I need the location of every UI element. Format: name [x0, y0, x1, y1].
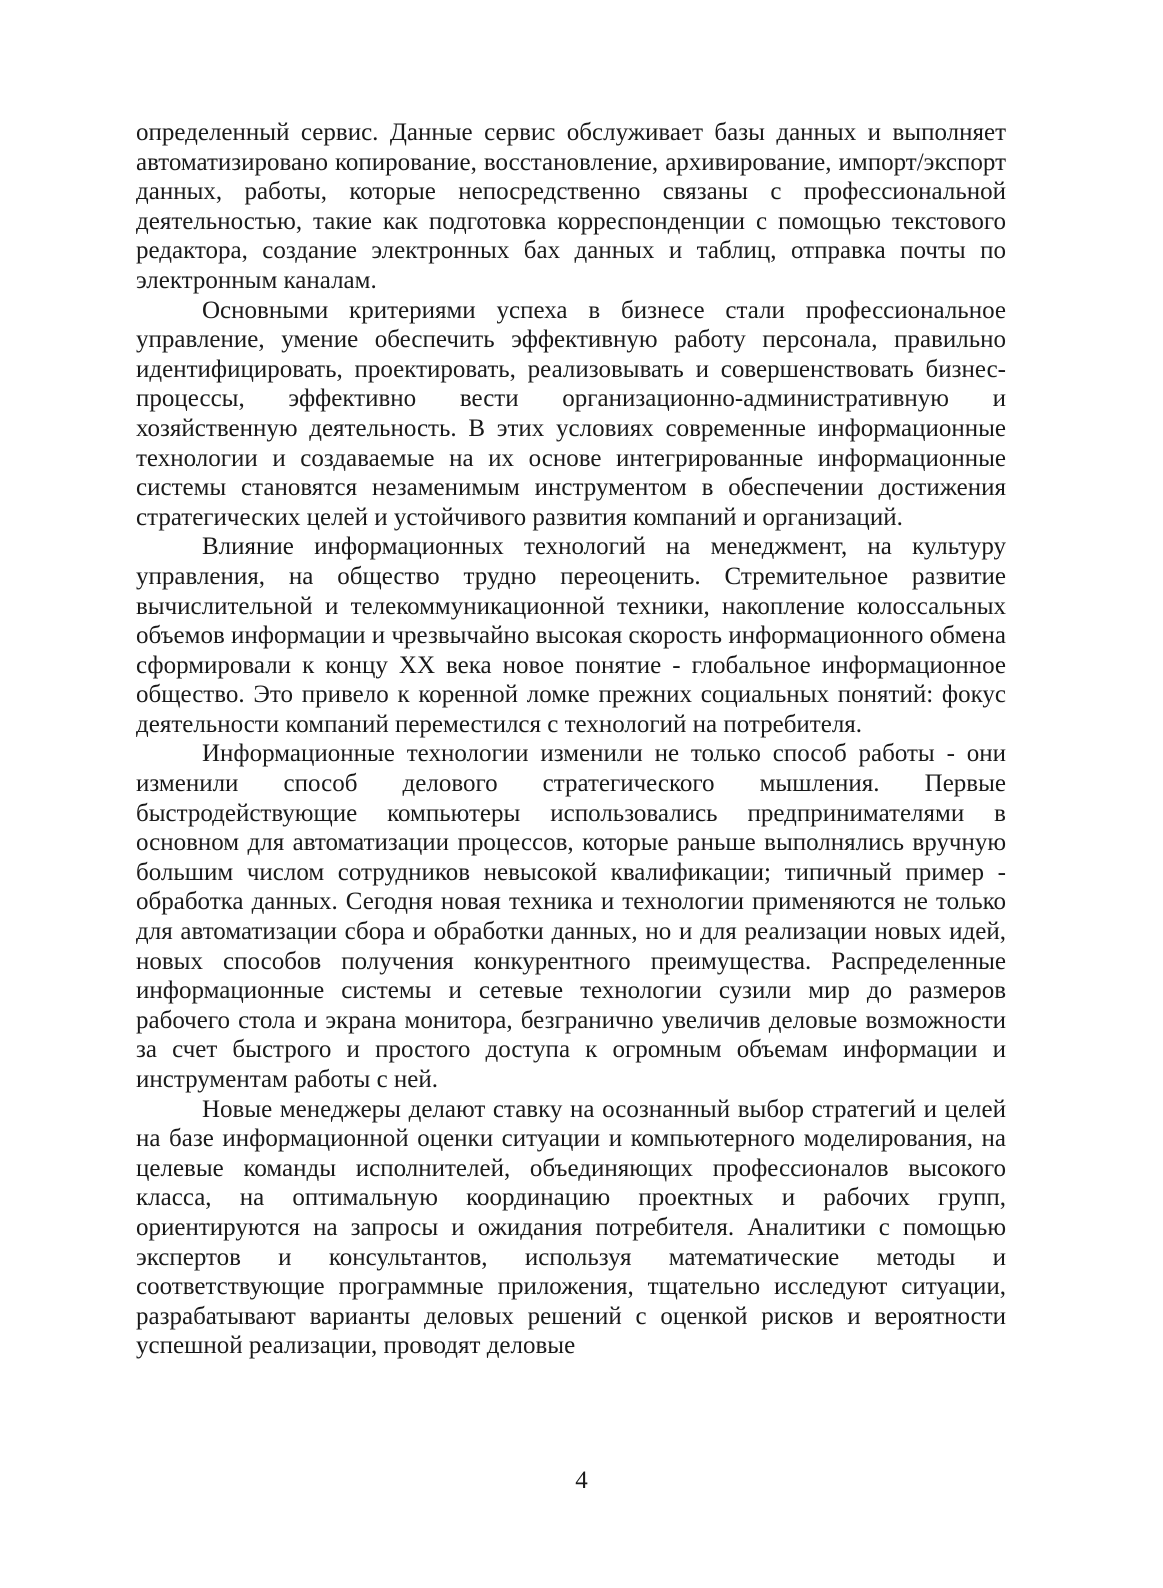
paragraph-success-criteria: Основными критериями успеха в бизнесе стали профессиональное управление, умение обеспечить эффективную работу персонала, правильно идентифицировать, проектировать, реализовывать и совершенствовать бизнес-процессы, эффективно вести организационно-административную и хозяйственную деятельность. В этих условиях современные информационные технологии и создаваемые на их основе интегрированные информационные системы становятся незаменимым инструментом в обеспечении достижения стратегических целей и устойчивого развития компаний и организаций.	[136, 296, 1006, 531]
paragraph-continuation: определенный сервис. Данные сервис обслуживает базы данных и выполняет автоматизировано копирование, восстановление, архивирование, импорт/экспорт данных, работы, которые непосредственно связаны с профессиональной деятельностью, такие как подготовка корреспонденции с помощью текстового редактора, создание электронных бах данных и таблиц, отправка почты по электронным каналам.	[136, 119, 1006, 294]
paragraph-new-managers: Новые менеджеры делают ставку на осознанный выбор стратегий и целей на базе информационной оценки ситуации и компьютерного моделирования, на целевые команды исполнителей, объединяющих профессионалов высокого класса, на оптимальную координацию проектных и рабочих групп, ориентируются на запросы и ожидания потребителя. Аналитики с помощью экспертов и консультантов, используя математические методы и соответствующие программные приложения, тщательно исследуют ситуации, разрабатывают варианты деловых решений с оценкой рисков и вероятности успешной реализации, проводят деловые	[136, 1095, 1006, 1360]
paragraph-strategic-thinking: Информационные технологии изменили не только способ работы - они изменили способ делового стратегического мышления. Первые быстродействующие компьютеры использовались предпринимателями в основном для автоматизации процессов, которые раньше выполнялись вручную большим числом сотрудников невысокой квалификации; типичный пример - обработка данных. Сегодня новая техника и технологии применяются не только для автоматизации сбора и обработки данных, но и для реализации новых идей, новых способов получения конкурентного преимущества. Распределенные информационные системы и сетевые технологии сузили мир до размеров рабочего стола и экрана монитора, безгранично увеличив деловые возможности за счет быстрого и простого доступа к огромным объемам информации и инструментам работы с ней.	[136, 740, 1006, 1093]
paragraph-it-influence: Влияние информационных технологий на менеджмент, на культуру управления, на общество трудно переоценить. Стремительное развитие вычислительной и телекоммуникационной техники, накопление колоссальных объемов информации и чрезвычайно высокая скорость информационного обмена сформировали к концу XX века новое понятие - глобальное информационное общество. Это привело к коренной ломке прежних социальных понятий: фокус деятельности компаний переместился с технологий на потребителя.	[136, 533, 1006, 738]
document-body	[136, 118, 1006, 1361]
page-number: 4	[575, 1467, 588, 1494]
